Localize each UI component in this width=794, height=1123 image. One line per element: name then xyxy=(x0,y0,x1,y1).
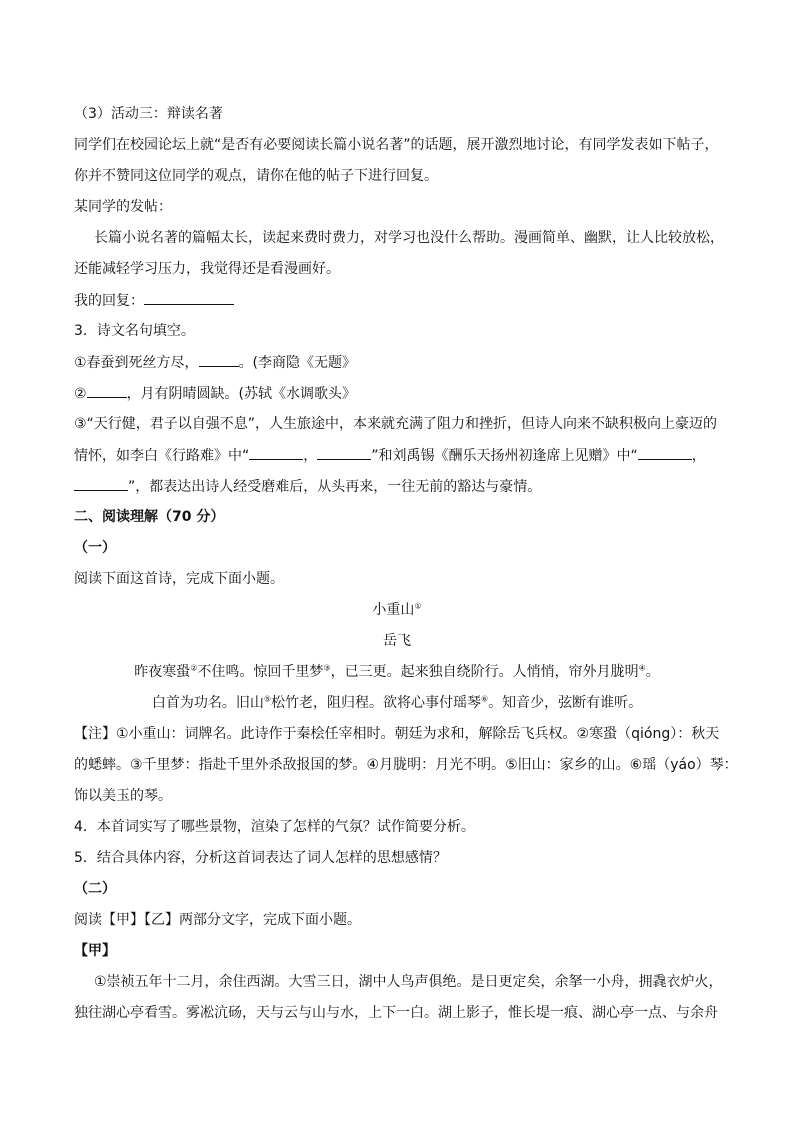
poem-note-ref-4: ④ xyxy=(638,663,646,673)
q3-item1-post: 。(李商隐《无题》 xyxy=(238,355,357,371)
part2-instruction: 阅读【甲】【乙】两部分文字，完成下面小题。 xyxy=(74,912,361,928)
q3-item1-blank[interactable] xyxy=(199,352,239,367)
q3-item2-post: ，月有阴晴圆缺。(苏轼《水调歌头》 xyxy=(126,386,357,402)
activity3-intro-line1: 同学们在校园论坛上就“是否有必要阅读长篇小说名著”的话题，展开激烈地讨论，有同学发表如下帖子， xyxy=(74,137,719,153)
q3-item3-blank4[interactable] xyxy=(74,476,128,491)
q3-item3-text-c: ”和刘禹锡《酬乐天扬州初逢席上见赠》中“ xyxy=(371,448,638,464)
q3-item3-blank2[interactable] xyxy=(317,445,371,460)
q3-item3-line1: ③“天行健，君子以自强不息”，人生旅途中，本来就充满了阻力和挫折，但诗人向来不缺积极向上豪迈的 xyxy=(74,416,718,432)
poem-title xyxy=(0,600,794,620)
poem-line1 xyxy=(0,662,794,682)
q3-item3-line2 xyxy=(74,445,706,466)
part1-instruction: 阅读下面这首诗，完成下面小题。 xyxy=(74,571,284,587)
q3-item3-text-e: ”，都表达出诗人经受磨难后，从头再来，一往无前的豁达与豪情。 xyxy=(128,479,542,495)
q3-item3-blank1[interactable] xyxy=(249,445,303,460)
poem-note-ref-2: ② xyxy=(190,663,198,673)
section2-heading: 二、阅读理解（70 分） xyxy=(74,509,225,525)
post-text-line2: 还能减轻学习压力，我觉得还是看漫画好。 xyxy=(74,261,340,277)
jia-label: 【甲】 xyxy=(74,943,116,959)
q3-item1 xyxy=(74,352,356,373)
poem-author: 岳飞 xyxy=(383,633,411,649)
q3-item3-text-a: 情怀，如李白《行路难》中“ xyxy=(74,448,250,464)
question-4: 4．本首词实写了哪些景物，渲染了怎样的气氛？试作简要分析。 xyxy=(74,819,475,835)
question-5: 5．结合具体内容，分析这首词表达了词人怎样的思想感情？ xyxy=(74,850,447,866)
q3-item3-text-b: ， xyxy=(303,448,318,464)
poem-note-ref-3: ③ xyxy=(323,663,331,673)
reply-label: 我的回复： xyxy=(74,293,144,309)
poem-line1-d: 。 xyxy=(645,664,660,680)
poem-note-ref-6: ⑥ xyxy=(481,694,489,704)
poem-line1-c: ，已三更。起来独自绕阶行。人悄悄，帘外月胧明 xyxy=(330,664,639,680)
jia-paragraph-line1: ①崇祯五年十二月，余住西湖。大雪三日，湖中人鸟声俱绝。是日更定矣，余拏一小舟，拥毳衣炉火， xyxy=(94,974,723,990)
poem-notes-line3: 饰以美玉的琴。 xyxy=(74,788,172,804)
post-text-line1: 长篇小说名著的篇幅太长，读起来费时费力，对学习也没什么帮助。漫画简单、幽默，让人比较放松， xyxy=(94,230,724,246)
poem-line2-b: 松竹老，阻归程。欲将心事付瑶琴 xyxy=(271,695,481,711)
poem-line2 xyxy=(0,693,794,713)
post-label: 某同学的发帖： xyxy=(74,199,172,215)
q3-item3-blank3[interactable] xyxy=(638,445,692,460)
poem-line1-b: 不住鸣。惊回千里梦 xyxy=(197,664,324,680)
q3-item2-pre: ② xyxy=(74,386,87,402)
poem-title-text: 小重山 xyxy=(372,602,415,618)
activity3-intro-line2: 你并不赞同这位同学的观点，请你在他的帖子下进行回复。 xyxy=(74,168,438,184)
reply-blank[interactable] xyxy=(144,290,234,305)
q3-item3-line3 xyxy=(74,476,541,497)
reply-row xyxy=(74,290,234,311)
q3-item1-pre: ①春蚕到死丝方尽， xyxy=(74,355,199,371)
q3-item3-text-d: ， xyxy=(691,448,706,464)
poem-notes-line1: 【注】①小重山：词牌名。此诗作于秦桧任宰相时。朝廷为求和，解除岳飞兵权。②寒蛩（qióng）：秋天 xyxy=(74,726,720,742)
poem-notes-line2: 的蟋蟀。③千里梦：指赴千里外杀敌报国的梦。④月胧明：月光不明。⑤旧山：家乡的山。⑥瑶（yáo）琴： xyxy=(74,757,738,773)
poem-line2-c: 。知音少，弦断有谁听。 xyxy=(488,695,643,711)
poem-note-ref-5: ⑤ xyxy=(263,694,271,704)
q3-title: 3．诗文名句填空。 xyxy=(74,323,195,339)
poem-line1-a: 昨夜寒蛩 xyxy=(134,664,191,680)
activity3-heading: （3）活动三：辩读名著 xyxy=(74,106,223,122)
poem-line2-a: 白首为功名。旧山 xyxy=(151,695,264,711)
jia-paragraph-line2: 独往湖心亭看雪。雾凇沆砀，天与云与山与水，上下一白。湖上影子，惟长堤一痕、湖心亭一点、与余舟 xyxy=(74,1005,718,1021)
q3-item2 xyxy=(74,383,356,404)
poem-title-note: ① xyxy=(414,601,422,611)
part2-label: （二） xyxy=(74,881,116,897)
part1-label: （一） xyxy=(74,540,116,556)
q3-item2-blank[interactable] xyxy=(87,383,127,398)
